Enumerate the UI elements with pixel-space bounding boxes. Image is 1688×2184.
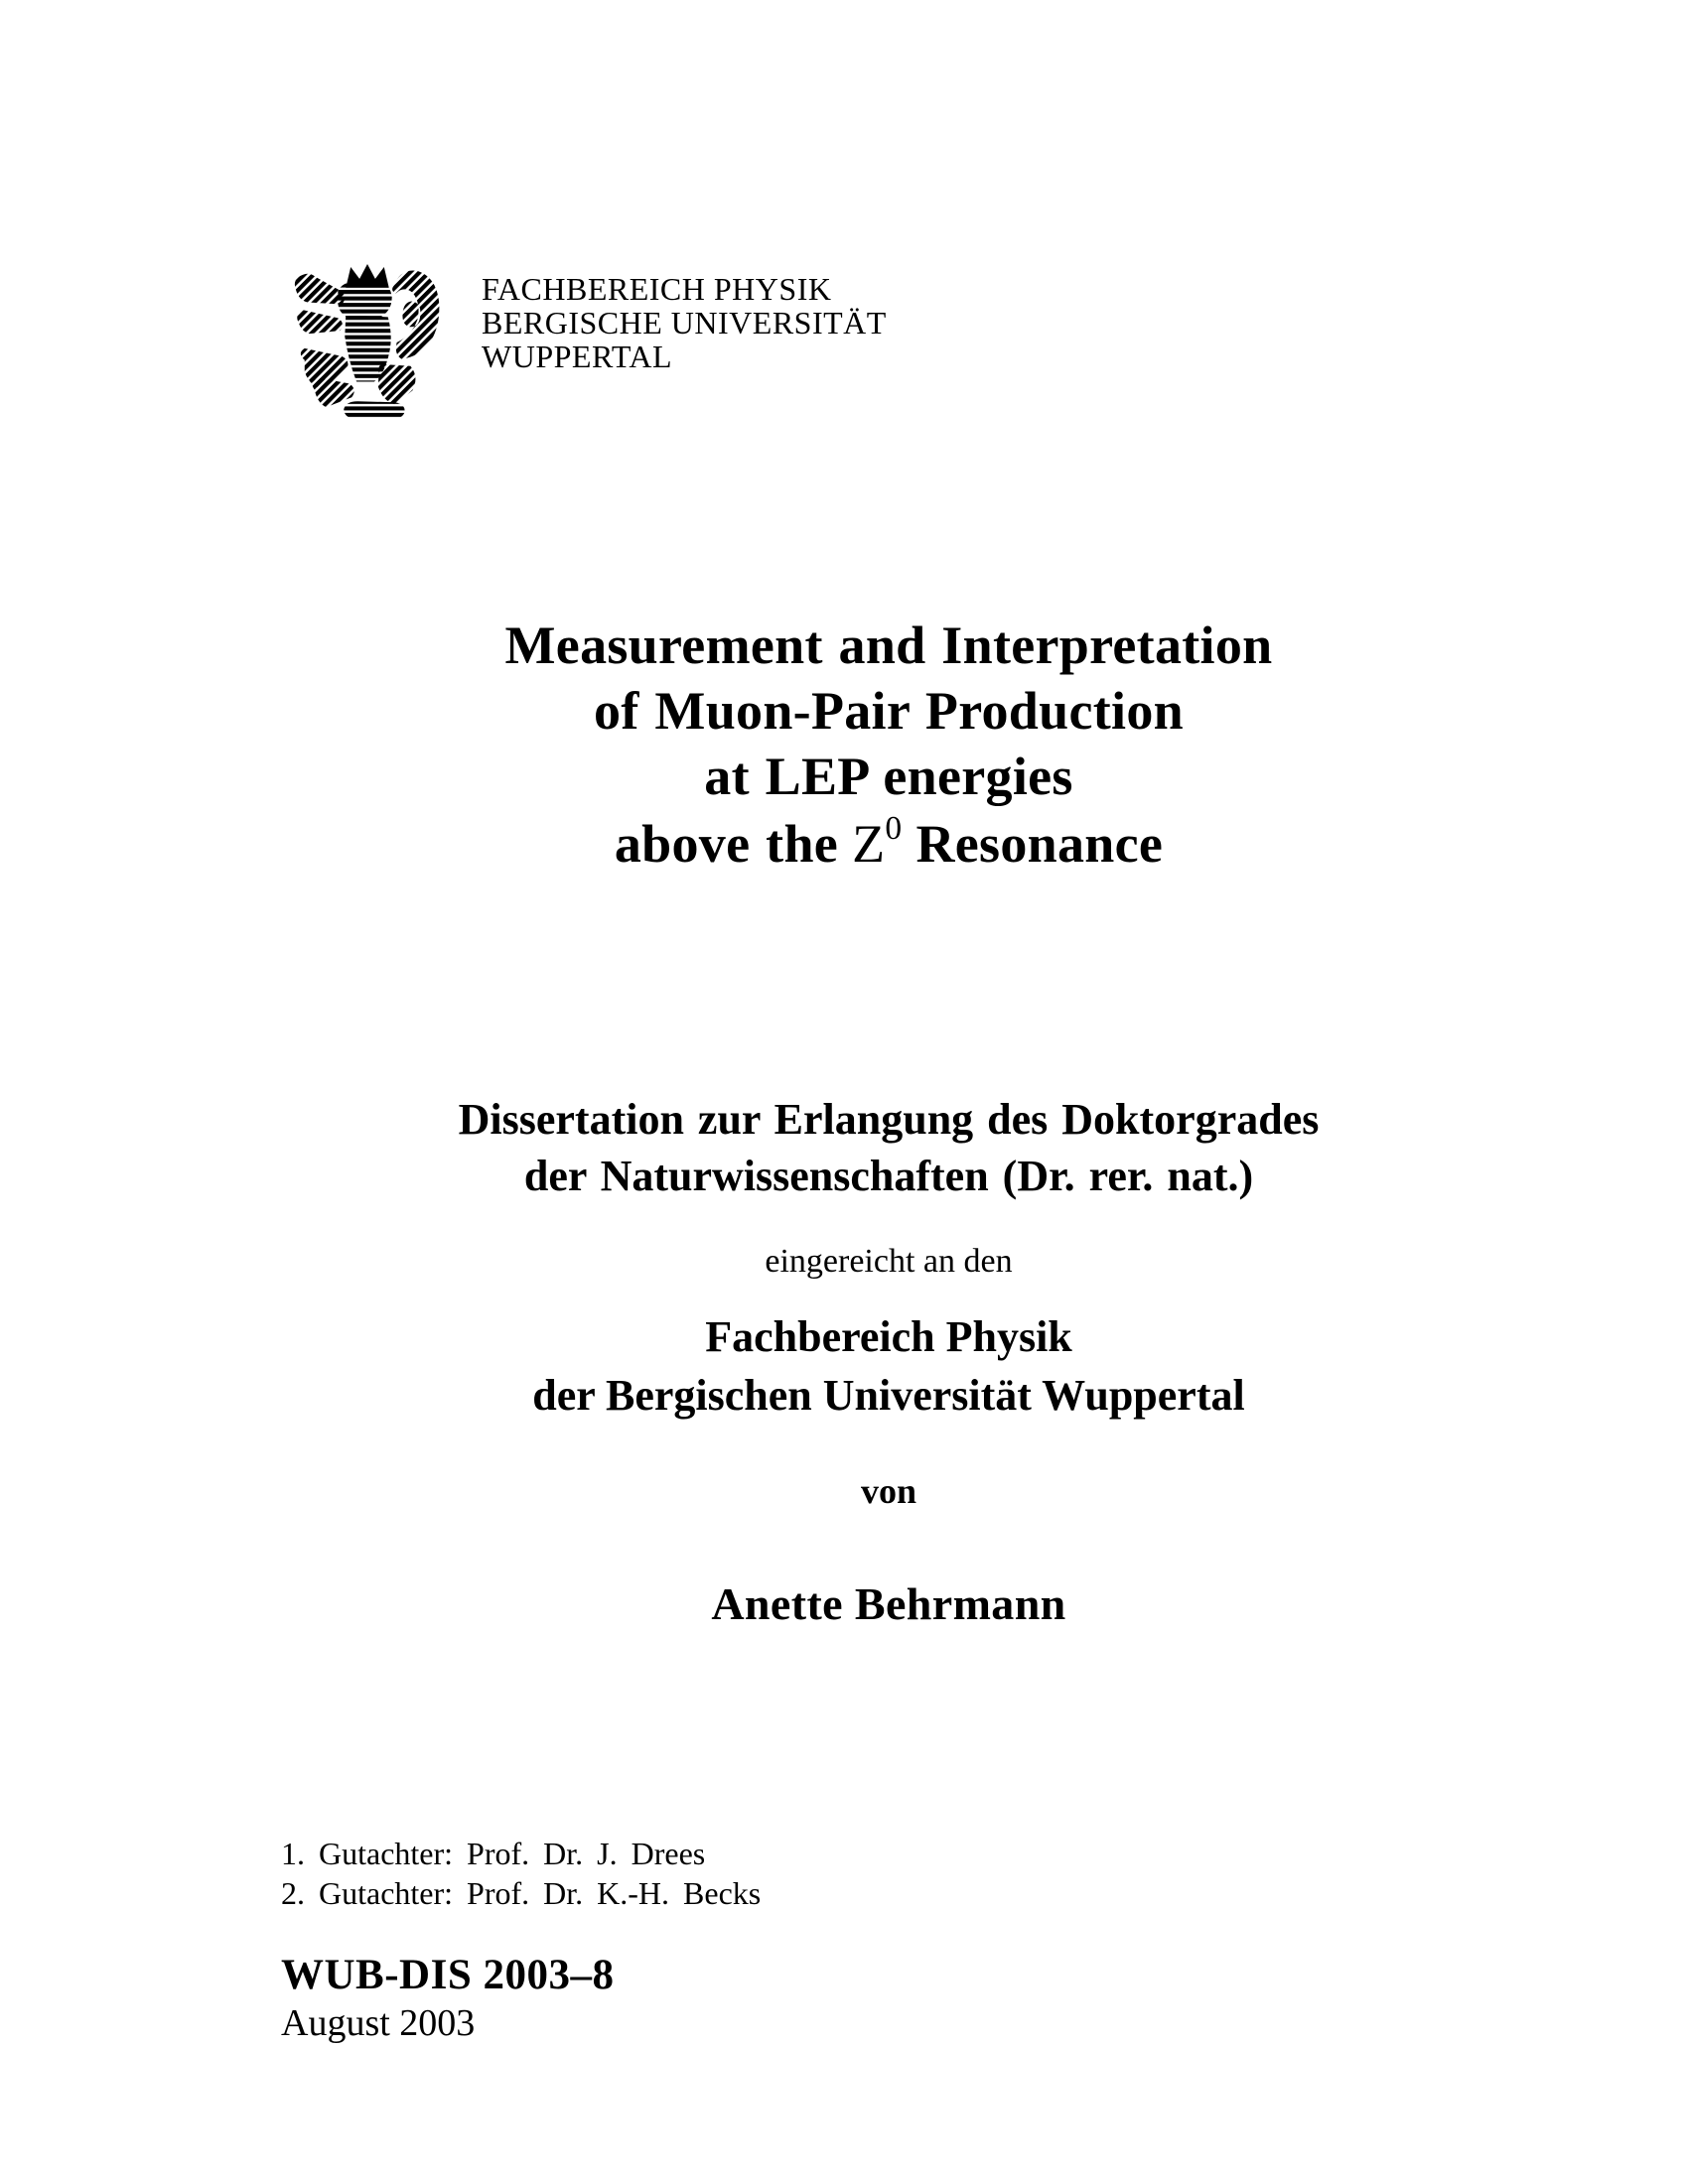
title-line-4-suffix: Resonance xyxy=(915,814,1164,874)
z-boson-symbol xyxy=(852,809,903,874)
submission-note: eingereicht an den xyxy=(765,1243,1013,1280)
letterhead-line-university: BERGISCHE UNIVERSITÄT xyxy=(482,305,887,341)
wuppertal-lion-logo xyxy=(291,264,442,421)
author-name: Anette Behrmann xyxy=(711,1578,1066,1629)
dissertation-title xyxy=(281,613,1496,877)
report-number: WUB-DIS 2003–8 xyxy=(281,1952,615,1998)
title-line-3: at LEP energies xyxy=(704,747,1073,806)
faculty-line-2: der Bergischen Universität Wuppertal xyxy=(532,1371,1245,1420)
letterhead-line-city: WUPPERTAL xyxy=(482,339,673,374)
degree-line-1: Dissertation zur Erlangung des Doktorgrades xyxy=(458,1095,1320,1144)
referee-item-1: 1. Gutachter: Prof. Dr. J. Drees xyxy=(281,1836,706,1871)
title-line-4-prefix: above the xyxy=(614,814,839,874)
title-line-4 xyxy=(281,811,1496,877)
degree-statement xyxy=(281,1091,1496,1204)
letterhead-address xyxy=(482,272,887,373)
letterhead-line-department: FACHBEREICH PHYSIK xyxy=(482,271,832,307)
faculty-name xyxy=(281,1307,1496,1425)
degree-line-2: der Naturwissenschaften (Dr. rer. nat.) xyxy=(523,1152,1254,1200)
referee-item-2: 2. Gutachter: Prof. Dr. K.-H. Becks xyxy=(281,1875,762,1911)
publication-date: August 2003 xyxy=(281,2002,476,2044)
title-line-2: of Muon-Pair Production xyxy=(594,681,1184,741)
letterhead xyxy=(291,264,887,421)
byline: von xyxy=(860,1471,917,1511)
z-symbol-letter: Z xyxy=(852,814,886,874)
referee-list xyxy=(281,1834,761,1913)
title-line-1: Measurement and Interpretation xyxy=(504,615,1273,675)
z-symbol-superscript: 0 xyxy=(885,809,903,847)
faculty-line-1: Fachbereich Physik xyxy=(705,1312,1072,1361)
